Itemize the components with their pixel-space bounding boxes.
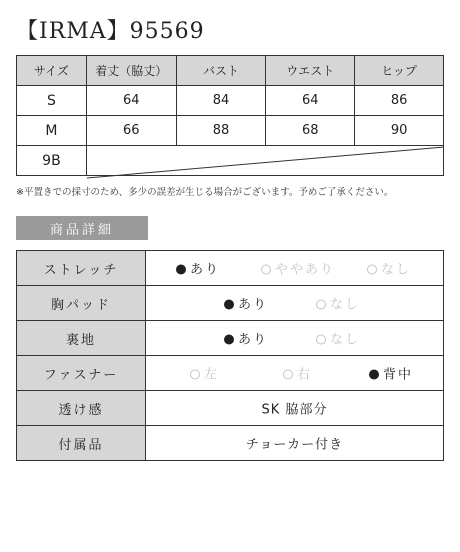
empty-circle-icon	[316, 300, 326, 310]
stretch-label: ストレッチ	[17, 251, 146, 286]
detail-row-lining	[17, 321, 444, 356]
filled-circle-icon	[224, 335, 234, 345]
empty-circle-icon	[283, 370, 293, 380]
filled-circle-icon	[176, 265, 186, 275]
bust-value: 84	[176, 86, 266, 116]
accessories-value: チョーカー付き	[245, 437, 344, 453]
length-value: 66	[86, 116, 176, 146]
detail-row-stretch	[17, 251, 444, 286]
lining-option-no: なし	[316, 329, 360, 348]
measurement-note: ※平置きでの採寸のため、多少の誤差が生じる場合がございます。予めご了承ください。	[16, 187, 394, 198]
detail-row-sheer	[17, 391, 444, 426]
header-size: サイズ	[17, 56, 87, 86]
empty-circle-icon	[316, 335, 326, 345]
header-bust: バスト	[176, 56, 266, 86]
table-row	[17, 86, 444, 116]
filled-circle-icon	[224, 300, 234, 310]
stretch-option-somewhat: ややあり	[261, 259, 335, 278]
size-label: M	[17, 116, 87, 146]
sheer-value: SK 脇部分	[261, 402, 328, 418]
header-waist: ウエスト	[266, 56, 355, 86]
detail-row-chest-pad	[17, 286, 444, 321]
chest-pad-option-no: なし	[316, 294, 360, 313]
lining-label: 裏地	[17, 321, 146, 356]
chest-pad-option-yes: あり	[224, 294, 268, 313]
stretch-option-no: なし	[367, 259, 411, 278]
detail-row-accessories	[17, 426, 444, 461]
size-label: 9B	[17, 146, 87, 176]
chest-pad-label: 胸パッド	[17, 286, 146, 321]
table-row	[17, 116, 444, 146]
hip-value: 90	[355, 116, 444, 146]
details-header: 商品詳細	[16, 216, 148, 240]
header-hip: ヒップ	[355, 56, 444, 86]
lining-option-yes: あり	[224, 329, 268, 348]
not-available-slash	[87, 146, 444, 179]
hip-value: 86	[355, 86, 444, 116]
details-table	[16, 250, 444, 461]
header-length: 着丈（脇丈）	[86, 56, 176, 86]
length-value: 64	[86, 86, 176, 116]
detail-row-fastener	[17, 356, 444, 391]
fastener-label: ファスナー	[17, 356, 146, 391]
fastener-option-left: 左	[190, 364, 219, 383]
waist-value: 64	[266, 86, 355, 116]
sheer-label: 透け感	[17, 391, 146, 426]
waist-value: 68	[266, 116, 355, 146]
empty-circle-icon	[261, 265, 271, 275]
bust-value: 88	[176, 116, 266, 146]
filled-circle-icon	[369, 370, 379, 380]
product-title: 【IRMA】95569	[16, 19, 205, 44]
size-table-header	[17, 56, 444, 86]
empty-circle-icon	[190, 370, 200, 380]
accessories-label: 付属品	[17, 426, 146, 461]
fastener-option-back: 背中	[369, 364, 413, 383]
fastener-option-right: 右	[283, 364, 312, 383]
empty-circle-icon	[367, 265, 377, 275]
size-label: S	[17, 86, 87, 116]
stretch-option-yes: あり	[176, 259, 220, 278]
